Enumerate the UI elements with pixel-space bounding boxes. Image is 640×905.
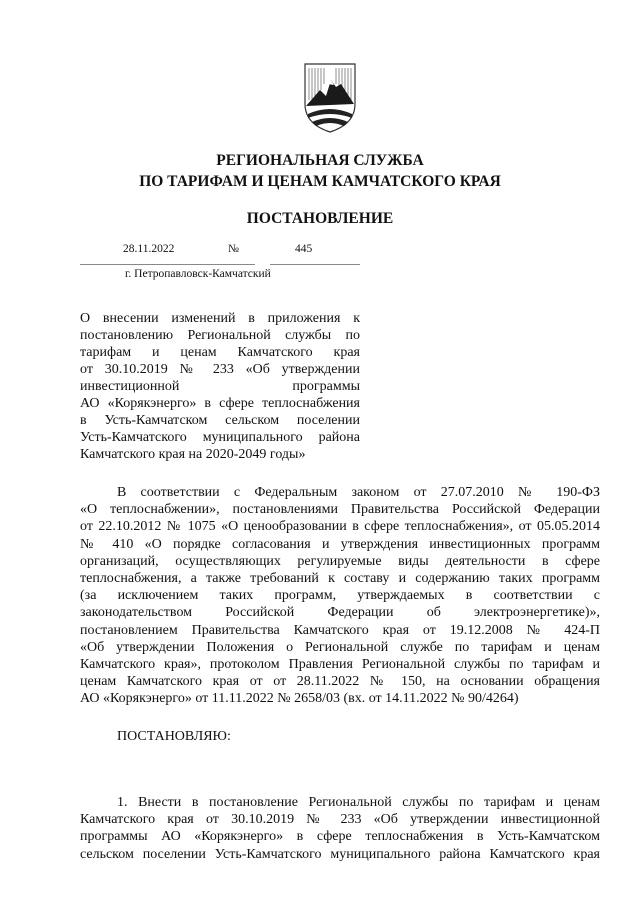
resolve-heading: ПОСТАНОВЛЯЮ: <box>117 729 231 744</box>
number-underline <box>270 264 360 265</box>
title-line: О внесении изменений в приложения к <box>80 311 360 326</box>
preamble-paragraph <box>80 484 600 708</box>
paragraph-line: Камчатского края», протоколом Правления Региональной службы по тарифам и <box>80 657 600 673</box>
paragraph-line: программы АО «Корякэнерго» в сфере теплоснабжения в Усть-Камчатском <box>80 829 600 845</box>
document-title <box>80 310 360 463</box>
title-line: Камчатского края на 2020-2049 годы» <box>80 447 306 462</box>
item-1-paragraph <box>80 794 600 863</box>
paragraph-line: от 22.10.2012 № 1075 «О ценообразовании в сфере теплоснабжения», от 05.05.2014 <box>80 519 600 535</box>
paragraph-line: организаций, осуществляющих регулируемые виды деятельности в сфере <box>80 553 600 569</box>
title-line: постановлению Региональной службы по <box>80 328 360 343</box>
city-name: г. Петропавловск-Камчатский <box>125 268 271 280</box>
paragraph-line: В соответствии с Федеральным законом от 27.07.2010 № 190-ФЗ <box>117 485 600 500</box>
number-sign: № <box>228 243 239 255</box>
title-line: тарифам и ценам Камчатского края <box>80 345 360 360</box>
paragraph-line: «Об утверждении Положения о Региональной службе по тарифам и ценам <box>80 639 600 655</box>
paragraph-line: ценам Камчатского края от от 28.11.2022 № 150, на основании обращения <box>80 674 600 690</box>
paragraph-line: сельском поселении Усть-Камчатского муниципального района Камчатского края <box>80 846 600 862</box>
organization-name-line2: ПО ТАРИФАМ И ЦЕНАМ КАМЧАТСКОГО КРАЯ <box>139 173 501 190</box>
paragraph-line: 1. Внести в постановление Региональной службы по тарифам и ценам <box>117 795 600 810</box>
paragraph-line: Камчатского края от 30.10.2019 № 233 «Об утверждении инвестиционной <box>80 812 600 828</box>
paragraph-line: законодательством Российской Федерации об электроэнергетике)», <box>80 605 600 621</box>
paragraph-line: постановлением Правительства Камчатского края от 19.12.2008 № 424-П <box>80 622 600 638</box>
document-date: 28.11.2022 <box>123 243 175 255</box>
organization-name-line1: РЕГИОНАЛЬНАЯ СЛУЖБА <box>216 152 424 169</box>
date-underline <box>80 264 255 265</box>
title-line: в Усть-Камчатском сельском поселении <box>80 413 360 428</box>
paragraph-line: теплоснабжения, а также требований к составу и содержанию таких программ <box>80 571 600 587</box>
kamchatka-emblem-icon <box>300 60 360 134</box>
document-type: ПОСТАНОВЛЕНИЕ <box>246 210 394 227</box>
title-line: Усть-Камчатского муниципального района <box>80 430 360 445</box>
title-line: АО «Корякэнерго» в сфере теплоснабжения <box>80 396 360 411</box>
title-line: от 30.10.2019 № 233 «Об утверждении <box>80 362 360 377</box>
title-line: инвестиционной программы <box>80 379 360 394</box>
paragraph-line: (за исключением таких программ, утверждаемых в соответствии с <box>80 588 600 604</box>
document-number: 445 <box>295 243 313 255</box>
paragraph-line: АО «Корякэнерго» от 11.11.2022 № 2658/03 (вх. от 14.11.2022 № 90/4264) <box>80 691 519 707</box>
paragraph-line: «О теплоснабжении», постановлениями Правительства Российской Федерации <box>80 502 600 518</box>
paragraph-line: № 410 «О порядке согласования и утверждения инвестиционных программ <box>80 536 600 552</box>
